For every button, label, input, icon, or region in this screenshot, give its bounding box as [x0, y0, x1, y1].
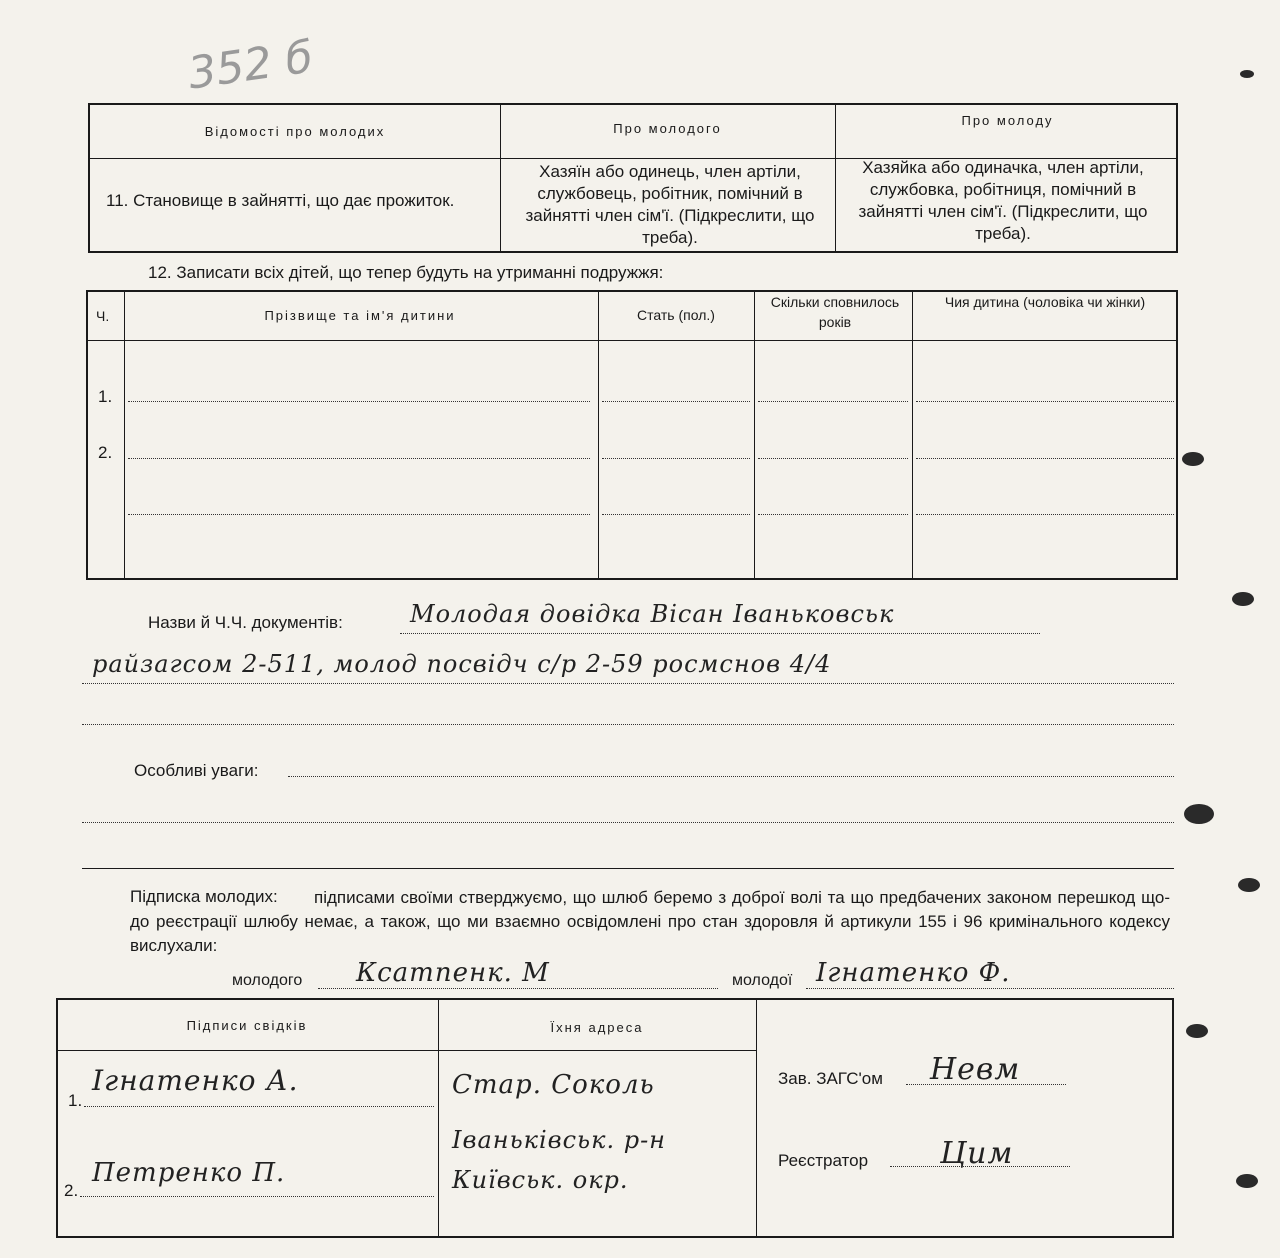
children-table [86, 290, 1178, 580]
bride-label: молодої [732, 972, 793, 989]
header-bride: Про молоду [961, 113, 1054, 128]
row11-bride: Хазяйка або одиначка, член артіли, службовка, робітниця, помічний в зайнятті член сім'ї. (Підкреслити, що треба). [858, 158, 1148, 243]
children-title: 12. Записати всіх дітей, що тепер будуть на утриманні подружжя: [148, 263, 664, 282]
witness-2-number: 2. [64, 1181, 79, 1200]
header-info: Відомості про молодих [204, 124, 386, 139]
registrar-signature: Цим [940, 1136, 1014, 1171]
pledge-text: підписами своїми стверджуємо, що шлюб беремо з доброї волі та що предбачених законом перешкод що-до реєстрації шлюбу немає, а також, що ми взаємно освідомлені про стан здоровля й артикули 155 і 96 кримінального кодексу вислухали: [130, 888, 1170, 955]
documents-line-2: райзагсом 2-511, молод посвідч с/р 2-59 росмснов 4/4 [92, 650, 832, 678]
col-sex: Стать (пол.) [637, 307, 715, 323]
header-groom: Про молодого [613, 121, 722, 136]
child-row-2-number: 2. [98, 443, 113, 462]
archive-number: 352 б [185, 31, 317, 100]
col-age: Скільки сповнилось років [770, 294, 900, 330]
punch-hole [1184, 804, 1214, 824]
witness-2-signature: Петренко П. [92, 1158, 286, 1188]
row11-label: 11. Становище в зайнятті, що дає прожиток. [106, 191, 455, 210]
punch-hole [1182, 452, 1204, 466]
zags-signature: Невм [930, 1052, 1021, 1087]
row11-groom: Хазяїн або одинець, член артіли, службовець, робітник, помічний в зайнятті член сім'ї. (Підкреслити, що треба). [525, 162, 815, 247]
witness-1-number: 1. [68, 1091, 83, 1110]
zags-label: Зав. ЗАГС'ом [778, 1069, 883, 1088]
witness-1-address: Стар. Соколь [452, 1070, 655, 1100]
witness-signatures-header: Підписи свідків [186, 1018, 308, 1033]
witness-1-signature: Ігнатенко А. [92, 1064, 299, 1097]
remarks-label: Особливі уваги: [134, 761, 259, 780]
col-number: Ч. [96, 308, 110, 324]
witness-2-address: Іваньківськ. р-н Київськ. окр. [452, 1126, 666, 1194]
col-name: Прізвище та ім'я дитини [264, 308, 456, 323]
punch-hole [1236, 1174, 1258, 1188]
witness-address-header: Їхня адреса [550, 1020, 644, 1035]
registrar-label: Реєстратор [778, 1151, 869, 1170]
groom-label: молодого [232, 972, 303, 989]
punch-hole [1240, 70, 1254, 78]
punch-hole [1186, 1024, 1208, 1038]
child-row-1-number: 1. [98, 387, 113, 406]
pledge-label: Підписка молодих: [130, 887, 278, 906]
punch-hole [1232, 592, 1254, 606]
bride-signature: Ігнатенко Ф. [816, 958, 1011, 988]
col-whose: Чия дитина (чоловіка чи жінки) [944, 294, 1146, 310]
documents-line-1: Молодая довідка Вісан Іваньковськ [410, 600, 895, 628]
groom-signature: Ксатпенк. М [356, 958, 550, 988]
documents-label: Назви й Ч.Ч. документів: [148, 613, 343, 632]
punch-hole [1238, 878, 1260, 892]
